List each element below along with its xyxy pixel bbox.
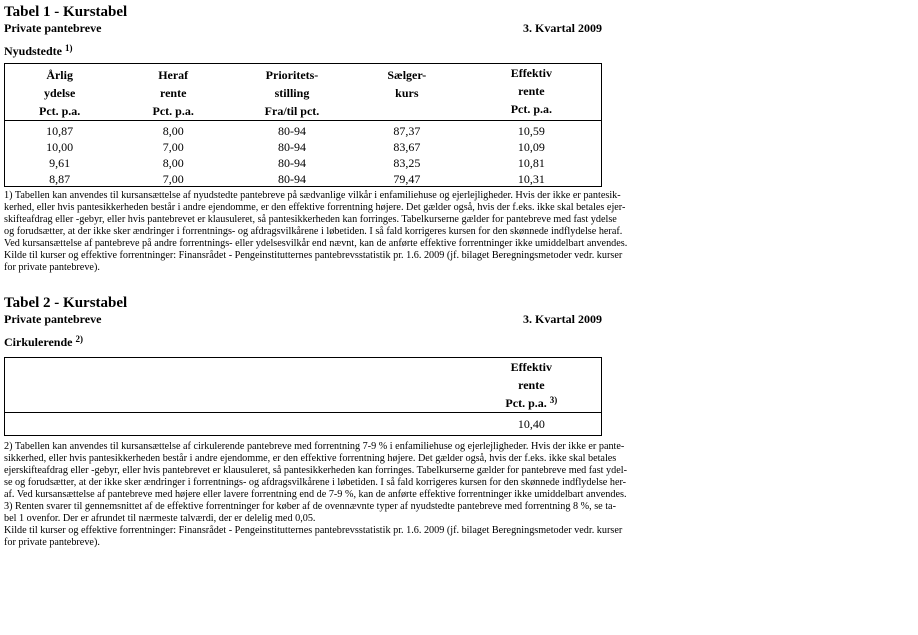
table-cell: 80-94	[277, 140, 306, 154]
table1-section-label	[4, 43, 712, 59]
table-row	[5, 138, 602, 154]
table1-header-cell: Prioritets- stilling Fra/til pct.	[264, 68, 320, 118]
table1-subtitle-row	[4, 21, 602, 37]
table1-header-row	[5, 64, 602, 121]
document-page	[4, 4, 712, 549]
table-row	[5, 154, 602, 170]
table-cell: 8,87	[49, 172, 71, 186]
table1-header-cell: Årlig ydelse Pct. p.a.	[38, 68, 81, 118]
footnote-line: Ved kursansættelse af pantebreve på andre forrentnings- eller ydelsesvilkår end nævnt, kan de anførte effektive forrentninger ikke umiddelbart anvendes.	[4, 238, 628, 249]
table-cell: 10,81	[517, 156, 545, 170]
table2-header-row	[5, 358, 602, 413]
footnote-line: kerhed, eller hvis pantesikkerheden består i andre ejendomme, er den effektive forrentning højere. Det gælder også, hvis der f.eks. ikke skal betales ejer-	[4, 202, 626, 213]
footnote-line: 2) Tabellen kan anvendes til kursansættelse af cirkulerende pantebreve med forrentning 7-9 % i enfamiliehuse og ejerlejligheder. Hvis der ikke er pante-	[4, 441, 625, 452]
footnote-line: 1) Tabellen kan anvendes til kursansættelse af nyudstedte pantebreve på sædvanlige vilkår i enfamiliehuse og ejerlejligheder. Hvis der ikke er pantesik-	[4, 190, 621, 201]
table-cell: 8,00	[162, 124, 184, 138]
table1-footnote	[4, 190, 712, 274]
table2-section-label	[4, 334, 712, 350]
footnote-line: for private pantebreve).	[4, 262, 100, 273]
table1-header-cell: Heraf rente Pct. p.a.	[152, 68, 194, 118]
table2-section-footnote-ref: 2)	[75, 334, 83, 344]
table1-header-cell: Sælger- kurs	[387, 68, 427, 100]
table2-period: 3. Kvartal 2009	[523, 312, 602, 326]
table-cell: 7,00	[162, 172, 184, 186]
footnote-line: Kilde til kurser og effektive forrentninger: Finansrådet - Pengeinstitutternes pantebrevsstatistik pr. 1.6. 2009 (jf. bilaget Beregningsmetoder vedr. kurser	[4, 250, 623, 261]
table-cell: 10,00	[46, 140, 74, 154]
table-cell: 10,31	[517, 172, 545, 186]
table-cell: 7,00	[162, 140, 184, 154]
table1-subtitle: Private pantebreve	[4, 21, 102, 35]
footnote-line: 3) Renten svarer til gennemsnittet af de effektive forrentninger for køber af de ovennævnte typer af nyudstedte pantebreve med forrentning 8 %, se ta-	[4, 501, 616, 512]
table1-period: 3. Kvartal 2009	[523, 21, 602, 35]
table-cell: 8,00	[162, 156, 184, 170]
table2-subtitle-row	[4, 312, 602, 328]
table1-header-cell: Effektiv rente Pct. p.a.	[510, 66, 553, 116]
table-cell: 83,67	[393, 140, 421, 154]
table-cell: 79,47	[393, 172, 421, 186]
table-cell: 80-94	[277, 172, 306, 186]
footnote-line: Kilde til kurser og effektive forrentninger: Finansrådet - Pengeinstitutternes pantebrevsstatistik pr. 1.6. 2009 (jf. bilaget Beregningsmetoder vedr. kurser	[4, 525, 623, 536]
table-cell: 80-94	[277, 156, 306, 170]
table-cell: 10,87	[46, 124, 74, 138]
table-cell: 83,25	[393, 156, 421, 170]
table-cell	[5, 413, 462, 436]
table2-grid	[4, 357, 602, 436]
table-cell: 80-94	[277, 124, 306, 138]
table1-title: Tabel 1 - Kurstabel	[4, 4, 128, 20]
table2-footnote	[4, 441, 712, 549]
footnote-line: se og forudsætter, at der ikke sker ændringer i forrentnings- og afdragsvilkårene i løbetiden. I så fald korrigeres kursen for den skønnede indflydelse her-	[4, 477, 627, 488]
table-cell: 10,59	[517, 124, 545, 138]
table2-header-cell: Effektiv rente Pct. p.a. $^{3)}$	[505, 360, 558, 410]
footnote-line: og forudsætter, at der ikke sker ændringer i forrentnings- og afdragsvilkårene i løbetiden. I så fald korrigeres kursen for den skønnede indflydelse heraf.	[4, 226, 623, 237]
table-cell: 10,09	[517, 140, 545, 154]
table2-header-spacer	[5, 358, 462, 413]
footnote-line: ejerskifteafdrag eller -gebyr, eller hvis pantebrevet er klausuleret, så pantesikkerheden kan forringes. Tabelkurserne gælder for pantebreve med fast ydel-	[4, 465, 627, 476]
table-row	[5, 121, 602, 139]
table2-section	[4, 295, 712, 549]
table1-section	[4, 4, 712, 274]
table2-subtitle: Private pantebreve	[4, 312, 102, 326]
footnote-line: skifteafdrag eller -gebyr, eller hvis pantebrevet er klausuleret, så pantesikkerheden kan forringes. Tabelkurserne gælder for pantebreve med fast ydelse	[4, 214, 617, 225]
footnote-line: sikkerhed, eller hvis pantesikkerheden består i andre ejendomme, er den effektive forrentning højere. Det gælder også, hvis der f.eks. ikke skal betales	[4, 453, 617, 464]
table-cell: 10,40	[517, 417, 545, 431]
footnote-line: for private pantebreve).	[4, 537, 100, 548]
table2-title: Tabel 2 - Kurstabel	[4, 295, 128, 311]
table-cell: 9,61	[49, 156, 71, 170]
table-row	[5, 170, 602, 187]
table-cell: 87,37	[393, 124, 421, 138]
table2-header-footnote-ref: 3)	[549, 395, 558, 405]
table-row	[5, 413, 602, 436]
table1-grid	[4, 63, 602, 187]
table2-section-text: Cirkulerende	[4, 335, 73, 349]
table1-section-text: Nyudstedte	[4, 44, 63, 58]
table1-section-footnote-ref: 1)	[65, 43, 73, 53]
footnote-line: af. Ved kursansættelse af pantebreve med højere eller lavere forrentning end de 7-9 %, kan de anførte effektive forrentninger ikke umiddelbart anvendes.	[4, 489, 627, 500]
footnote-line: bel 1 ovenfor. Der er afrundet til nærmeste talværdi, der er delelig med 0,05.	[4, 513, 316, 524]
